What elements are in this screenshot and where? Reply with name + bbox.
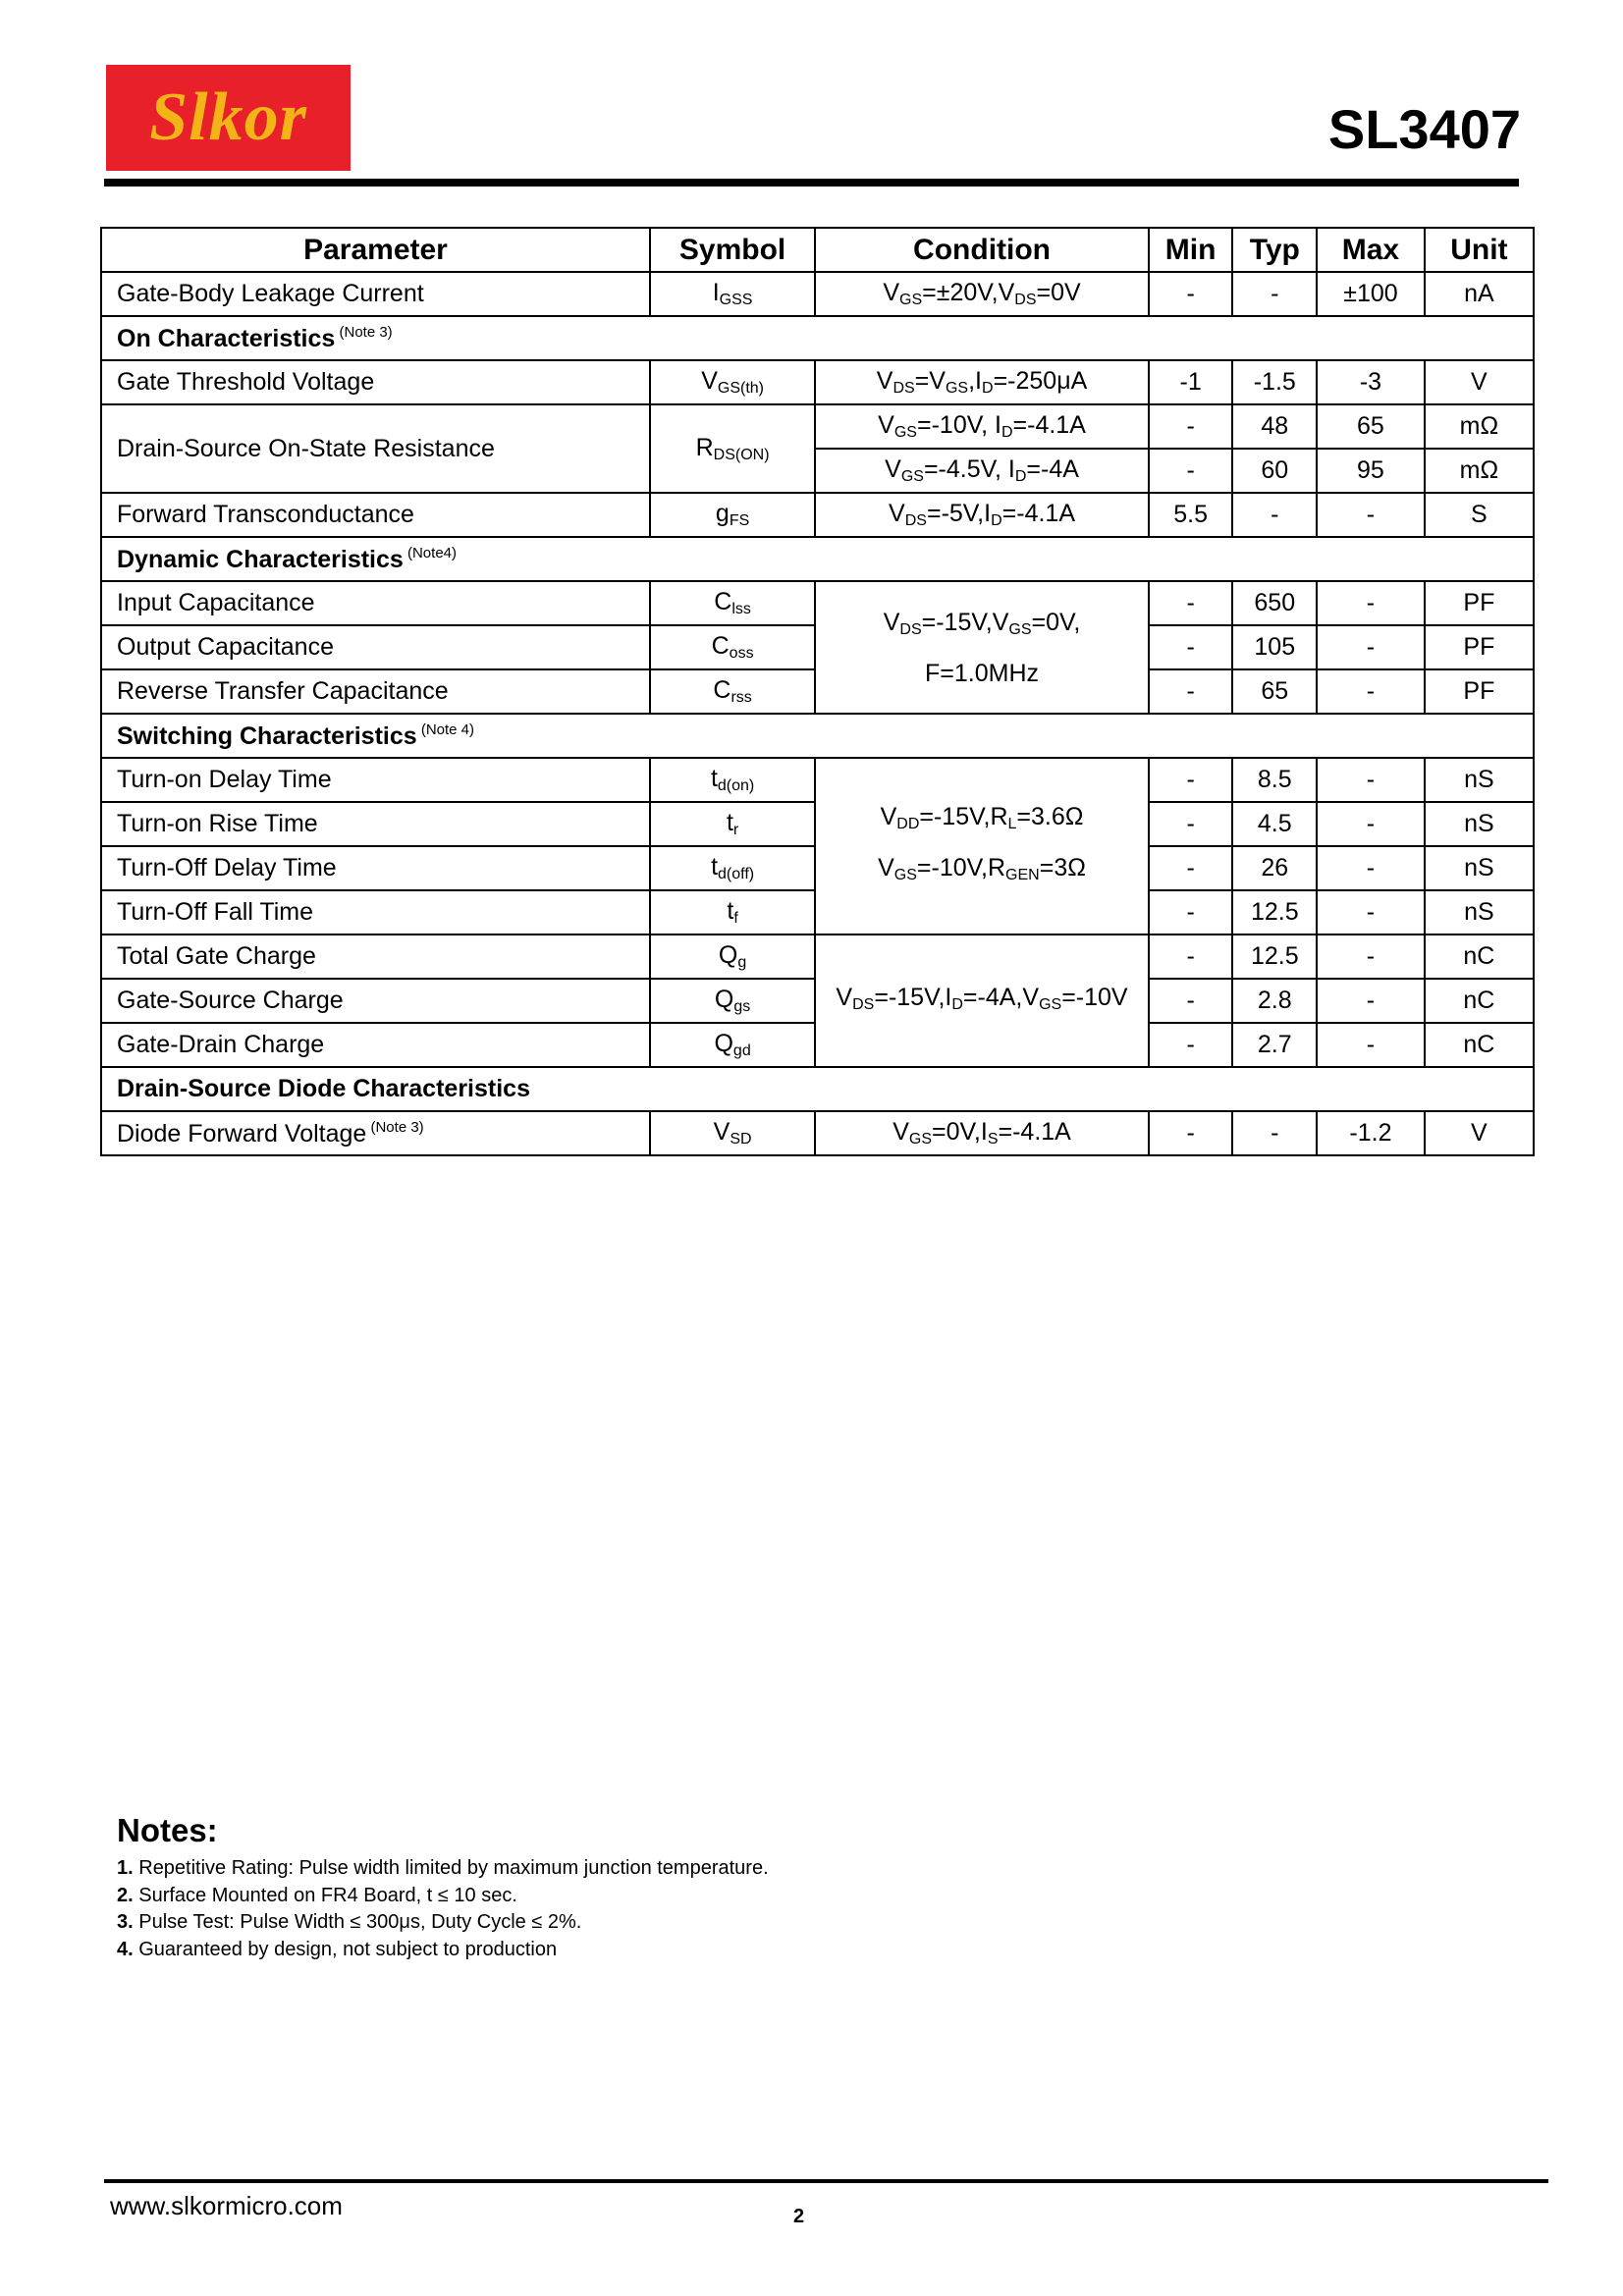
symbol-letter: t xyxy=(710,765,718,792)
logo-text: Slkor xyxy=(149,80,307,155)
parameter-name: Turn-on Rise Time xyxy=(117,810,318,837)
notes-list xyxy=(117,1855,769,1963)
unit-cell: mΩ xyxy=(1425,449,1534,493)
condition-symbol: V xyxy=(893,1118,909,1146)
note-item xyxy=(117,1855,769,1883)
typ-cell: 2.7 xyxy=(1232,1023,1317,1067)
page-number: 2 xyxy=(793,2206,805,2227)
symbol-cell xyxy=(650,890,815,934)
condition-value: =-4.1A xyxy=(1001,500,1075,527)
symbol-cell xyxy=(650,979,815,1023)
condition-symbol: V xyxy=(1022,983,1040,1011)
company-logo xyxy=(106,65,351,171)
max-cell: 95 xyxy=(1317,449,1425,493)
symbol-subscript: gs xyxy=(733,998,751,1015)
electrical-characteristics-table xyxy=(100,227,1535,1156)
table-row xyxy=(101,1111,1534,1155)
condition-subscript: GS xyxy=(908,1131,933,1148)
note-text: Pulse Test: Pulse Width ≤ 300μs, Duty Cycle ≤ 2%. xyxy=(133,1911,582,1933)
min-cell: - xyxy=(1149,1023,1233,1067)
symbol-letter: Q xyxy=(718,941,738,969)
table-row xyxy=(101,272,1534,316)
note-number: 4. xyxy=(117,1938,134,1960)
condition-value: =-15V, xyxy=(919,803,991,830)
section-note: (Note 3) xyxy=(335,323,393,341)
condition-value: =-15V, xyxy=(921,608,993,636)
table-body xyxy=(101,272,1534,1155)
parameter-cell xyxy=(101,272,650,316)
condition-symbol: I xyxy=(980,1118,988,1146)
typ-cell: 650 xyxy=(1232,581,1317,625)
condition-cell-merged xyxy=(815,934,1149,1067)
typ-cell: 8.5 xyxy=(1232,758,1317,802)
max-cell: ±100 xyxy=(1317,272,1425,316)
condition-value: =-4.1A xyxy=(998,1118,1071,1146)
condition-line xyxy=(816,795,1148,846)
min-cell: - xyxy=(1149,890,1233,934)
condition-symbol: I xyxy=(1007,455,1015,483)
header-typ: Typ xyxy=(1232,228,1317,272)
unit-cell: nC xyxy=(1425,979,1534,1023)
condition-value: = xyxy=(914,367,930,395)
typ-cell: 12.5 xyxy=(1232,934,1317,979)
typ-cell: - xyxy=(1232,493,1317,537)
condition-symbol: V xyxy=(836,983,853,1011)
typ-cell: 2.8 xyxy=(1232,979,1317,1023)
parameter-cell xyxy=(101,493,650,537)
typ-cell: - xyxy=(1232,272,1317,316)
symbol-cell xyxy=(650,758,815,802)
condition-symbol: V xyxy=(992,608,1009,636)
symbol-letter: g xyxy=(715,500,730,527)
parameter-cell xyxy=(101,934,650,979)
symbol-letter: C xyxy=(711,632,730,660)
condition-symbol: V xyxy=(929,367,946,395)
condition-symbol: I xyxy=(984,500,992,527)
note-text: Surface Mounted on FR4 Board, t ≤ 10 sec. xyxy=(133,1884,517,1906)
unit-cell: V xyxy=(1425,1111,1534,1155)
parameter-name: Reverse Transfer Capacitance xyxy=(117,677,449,705)
typ-cell: 26 xyxy=(1232,846,1317,890)
condition-symbol: R xyxy=(990,803,1008,830)
symbol-cell xyxy=(650,1111,815,1155)
footer-divider xyxy=(104,2179,1548,2183)
unit-cell: PF xyxy=(1425,581,1534,625)
footer-url[interactable]: www.slkormicro.com xyxy=(110,2191,343,2220)
condition-subscript: GS xyxy=(1039,995,1062,1013)
typ-cell: 4.5 xyxy=(1232,802,1317,846)
symbol-cell xyxy=(650,846,815,890)
unit-cell: mΩ xyxy=(1425,404,1534,449)
unit-cell: PF xyxy=(1425,669,1534,714)
symbol-subscript: lss xyxy=(731,601,751,617)
notes-title: Notes: xyxy=(117,1812,218,1848)
symbol-letter: C xyxy=(714,588,732,615)
condition-subscript: DD xyxy=(896,816,920,832)
condition-subscript: GS xyxy=(900,468,924,485)
condition-value: =-250μA xyxy=(993,367,1088,395)
table-row xyxy=(101,758,1534,802)
condition-symbol: V xyxy=(998,279,1015,306)
min-cell: - xyxy=(1149,404,1233,449)
section-row xyxy=(101,714,1534,758)
symbol-letter: t xyxy=(727,897,734,925)
note-item xyxy=(117,1883,769,1910)
condition-symbol: R xyxy=(987,854,1006,881)
symbol-subscript: gd xyxy=(732,1042,751,1059)
max-cell: -3 xyxy=(1317,360,1425,404)
unit-cell: nC xyxy=(1425,1023,1534,1067)
condition-subscript: D xyxy=(1014,468,1027,485)
parameter-cell xyxy=(101,802,650,846)
parameter-cell xyxy=(101,1111,650,1155)
condition-value: =-10V xyxy=(1061,983,1128,1011)
symbol-letter: t xyxy=(711,853,719,881)
section-heading xyxy=(101,537,1534,581)
symbol-cell xyxy=(650,625,815,669)
parameter-name: Gate Threshold Voltage xyxy=(117,368,375,396)
condition-value: =3.6Ω xyxy=(1016,803,1084,830)
symbol-cell xyxy=(650,669,815,714)
note-item xyxy=(117,1937,769,1964)
symbol-subscript: SD xyxy=(730,1131,752,1148)
min-cell: - xyxy=(1149,758,1233,802)
max-cell: - xyxy=(1317,979,1425,1023)
condition-symbol: V xyxy=(880,803,897,830)
parameter-name: Gate-Source Charge xyxy=(117,987,344,1014)
min-cell: 5.5 xyxy=(1149,493,1233,537)
condition-line xyxy=(816,652,1148,695)
max-cell: - xyxy=(1317,802,1425,846)
parameter-name: Turn-Off Delay Time xyxy=(117,854,337,881)
condition-subscript: GS xyxy=(1008,620,1032,638)
parameter-cell xyxy=(101,360,650,404)
symbol-subscript: GSS xyxy=(719,292,753,308)
condition-cell xyxy=(815,493,1149,537)
condition-subscript: D xyxy=(982,380,994,397)
condition-value: =±20V, xyxy=(922,279,999,306)
condition-value: =0V, xyxy=(932,1118,981,1146)
condition-symbol: I xyxy=(975,367,982,395)
max-cell: -1.2 xyxy=(1317,1111,1425,1155)
parameter-name: Gate-Drain Charge xyxy=(117,1031,325,1058)
parameter-cell xyxy=(101,890,650,934)
typ-cell: 65 xyxy=(1232,669,1317,714)
typ-cell: 60 xyxy=(1232,449,1317,493)
condition-cell xyxy=(815,360,1149,404)
parameter-cell xyxy=(101,404,650,493)
condition-value: =-4A xyxy=(1026,455,1079,483)
symbol-subscript: oss xyxy=(729,645,754,662)
parameter-name: Drain-Source On-State Resistance xyxy=(117,434,495,462)
parameter-name: Turn-Off Fall Time xyxy=(117,898,314,926)
max-cell: - xyxy=(1317,758,1425,802)
max-cell: - xyxy=(1317,581,1425,625)
unit-cell: PF xyxy=(1425,625,1534,669)
symbol-subscript: d(on) xyxy=(717,777,755,794)
unit-cell: V xyxy=(1425,360,1534,404)
table-row xyxy=(101,934,1534,979)
min-cell: - xyxy=(1149,272,1233,316)
condition-cell xyxy=(815,1111,1149,1155)
part-number: SL3407 xyxy=(1327,98,1521,160)
typ-cell: - xyxy=(1232,1111,1317,1155)
max-cell: - xyxy=(1317,846,1425,890)
condition-line xyxy=(816,601,1148,652)
max-cell: - xyxy=(1317,934,1425,979)
condition-subscript: GS xyxy=(945,380,969,397)
min-cell: - xyxy=(1149,934,1233,979)
table-row xyxy=(101,581,1534,625)
section-heading xyxy=(101,1067,1534,1111)
symbol-letter: Q xyxy=(714,1030,733,1057)
symbol-letter: t xyxy=(726,809,733,836)
header-condition: Condition xyxy=(815,228,1149,272)
min-cell: - xyxy=(1149,846,1233,890)
max-cell: - xyxy=(1317,493,1425,537)
symbol-subscript: g xyxy=(737,954,747,971)
symbol-subscript: f xyxy=(733,910,738,927)
condition-cell-merged xyxy=(815,581,1149,714)
condition-symbol: I xyxy=(945,983,952,1011)
condition-value: =-4.1A xyxy=(1012,411,1086,439)
header-max: Max xyxy=(1317,228,1425,272)
parameter-name: Gate-Body Leakage Current xyxy=(117,280,424,307)
parameter-name: Input Capacitance xyxy=(117,589,315,616)
note-number: 2. xyxy=(117,1884,134,1906)
condition-cell xyxy=(815,449,1149,493)
symbol-cell xyxy=(650,1023,815,1067)
parameter-cell xyxy=(101,625,650,669)
header-parameter: Parameter xyxy=(101,228,650,272)
note-text: Guaranteed by design, not subject to production xyxy=(133,1938,558,1960)
condition-subscript: DS xyxy=(899,620,922,638)
parameter-name: Forward Transconductance xyxy=(117,501,414,528)
condition-value: =-5V, xyxy=(926,500,985,527)
parameter-cell xyxy=(101,758,650,802)
header-unit: Unit xyxy=(1425,228,1534,272)
max-cell: - xyxy=(1317,669,1425,714)
max-cell: - xyxy=(1317,1023,1425,1067)
symbol-cell xyxy=(650,802,815,846)
min-cell: - xyxy=(1149,669,1233,714)
table-row xyxy=(101,404,1534,449)
condition-subscript: S xyxy=(987,1131,999,1148)
parameter-cell xyxy=(101,979,650,1023)
section-row xyxy=(101,1067,1534,1111)
condition-value: =-15V, xyxy=(874,983,946,1011)
min-cell: - xyxy=(1149,979,1233,1023)
header-divider xyxy=(104,179,1519,187)
symbol-subscript: GS(th) xyxy=(717,380,764,397)
parameter-name: Turn-on Delay Time xyxy=(117,766,332,793)
condition-subscript: DS xyxy=(1014,292,1037,308)
parameter-cell xyxy=(101,669,650,714)
note-number: 3. xyxy=(117,1911,134,1933)
condition-symbol: V xyxy=(878,854,894,881)
symbol-letter: Q xyxy=(714,986,734,1013)
symbol-cell xyxy=(650,360,815,404)
condition-subscript: GS xyxy=(893,424,917,441)
unit-cell: nS xyxy=(1425,846,1534,890)
max-cell: 65 xyxy=(1317,404,1425,449)
max-cell: - xyxy=(1317,625,1425,669)
typ-cell: 12.5 xyxy=(1232,890,1317,934)
condition-subscript: DS xyxy=(904,512,927,529)
symbol-letter: C xyxy=(713,676,731,704)
section-row xyxy=(101,316,1534,360)
symbol-subscript: FS xyxy=(729,512,750,529)
section-heading xyxy=(101,714,1534,758)
section-label: Switching Characteristics xyxy=(117,721,417,750)
condition-value: =0V xyxy=(1036,279,1081,306)
section-note: (Note4) xyxy=(403,544,457,561)
symbol-cell xyxy=(650,934,815,979)
unit-cell: nS xyxy=(1425,802,1534,846)
condition-line xyxy=(816,976,1148,1027)
condition-symbol: V xyxy=(889,500,905,527)
condition-subscript: L xyxy=(1007,816,1017,832)
min-cell: -1 xyxy=(1149,360,1233,404)
condition-subscript: DS xyxy=(852,995,875,1013)
header-min: Min xyxy=(1149,228,1233,272)
condition-subscript: GS xyxy=(893,867,917,883)
table-header-row xyxy=(101,228,1534,272)
min-cell: - xyxy=(1149,625,1233,669)
note-text: Repetitive Rating: Pulse width limited by maximum junction temperature. xyxy=(133,1857,769,1879)
condition-symbol: I xyxy=(995,411,1001,439)
condition-value: F=1.0MHz xyxy=(925,659,1040,687)
min-cell: - xyxy=(1149,581,1233,625)
condition-subscript: DS xyxy=(893,380,915,397)
unit-cell: nS xyxy=(1425,758,1534,802)
parameter-note: (Note 3) xyxy=(366,1118,424,1136)
min-cell: - xyxy=(1149,1111,1233,1155)
symbol-subscript: r xyxy=(732,822,739,838)
section-note: (Note 4) xyxy=(416,721,475,738)
condition-cell xyxy=(815,404,1149,449)
condition-subscript: D xyxy=(951,995,963,1013)
parameter-cell xyxy=(101,1023,650,1067)
symbol-cell xyxy=(650,272,815,316)
unit-cell: S xyxy=(1425,493,1534,537)
condition-cell-merged xyxy=(815,758,1149,934)
condition-value: =0V, xyxy=(1031,608,1081,636)
unit-cell: nA xyxy=(1425,272,1534,316)
parameter-name: Output Capacitance xyxy=(117,633,334,661)
table-row xyxy=(101,493,1534,537)
condition-subscript: GEN xyxy=(1005,867,1040,883)
symbol-letter: V xyxy=(713,1118,730,1146)
condition-symbol: V xyxy=(883,279,900,306)
condition-symbol: V xyxy=(878,411,894,439)
typ-cell: -1.5 xyxy=(1232,360,1317,404)
symbol-subscript: DS(ON) xyxy=(713,446,770,463)
section-label: On Characteristics xyxy=(117,324,336,352)
symbol-cell xyxy=(650,493,815,537)
condition-value: =-4.5V, xyxy=(923,455,1008,483)
header-symbol: Symbol xyxy=(650,228,815,272)
section-heading xyxy=(101,316,1534,360)
symbol-letter: I xyxy=(712,279,720,306)
condition-symbol: V xyxy=(883,608,900,636)
unit-cell: nC xyxy=(1425,934,1534,979)
condition-value: , xyxy=(968,367,976,395)
typ-cell: 48 xyxy=(1232,404,1317,449)
notes-section xyxy=(117,1812,769,1963)
parameter-name: Total Gate Charge xyxy=(117,942,316,970)
section-label: Drain-Source Diode Characteristics xyxy=(117,1075,530,1102)
condition-symbol: V xyxy=(885,455,901,483)
condition-value: =-10V, xyxy=(916,411,995,439)
parameter-cell xyxy=(101,846,650,890)
symbol-subscript: d(off) xyxy=(718,866,755,882)
max-cell: - xyxy=(1317,890,1425,934)
symbol-letter: R xyxy=(695,433,714,461)
condition-subscript: GS xyxy=(899,292,923,308)
symbol-letter: V xyxy=(701,367,718,395)
condition-value: =-10V, xyxy=(916,854,988,881)
min-cell: - xyxy=(1149,449,1233,493)
min-cell: - xyxy=(1149,802,1233,846)
note-number: 1. xyxy=(117,1857,134,1879)
condition-line xyxy=(816,846,1148,897)
note-item xyxy=(117,1909,769,1937)
symbol-cell xyxy=(650,404,815,493)
unit-cell: nS xyxy=(1425,890,1534,934)
condition-subscript: D xyxy=(1001,424,1013,441)
condition-cell xyxy=(815,272,1149,316)
section-row xyxy=(101,537,1534,581)
table-row xyxy=(101,360,1534,404)
section-label: Dynamic Characteristics xyxy=(117,545,404,573)
condition-value: =3Ω xyxy=(1039,854,1086,881)
condition-symbol: V xyxy=(876,367,893,395)
parameter-name: Diode Forward Voltage xyxy=(117,1119,367,1148)
condition-value: =-4A, xyxy=(962,983,1023,1011)
symbol-subscript: rss xyxy=(730,689,752,706)
condition-subscript: D xyxy=(991,512,1002,529)
parameter-cell xyxy=(101,581,650,625)
typ-cell: 105 xyxy=(1232,625,1317,669)
symbol-cell xyxy=(650,581,815,625)
